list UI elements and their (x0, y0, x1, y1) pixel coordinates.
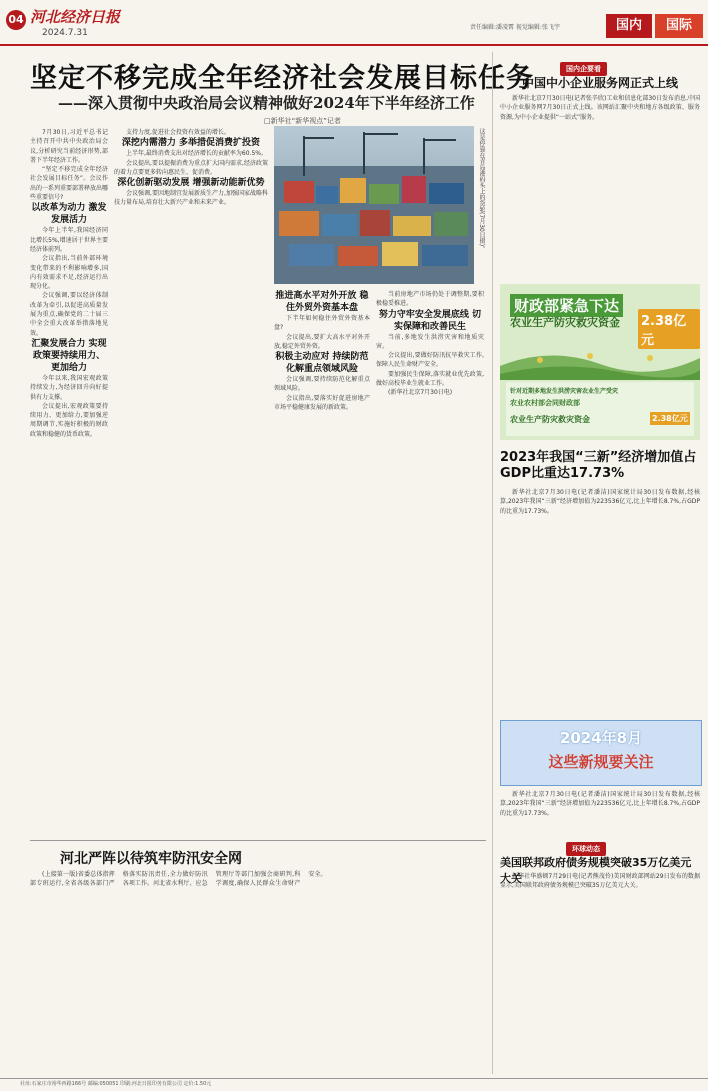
ad-title: 2024年8月 (559, 729, 643, 747)
editors: 责任编辑:潘凌霄 视觉编辑:张飞宇 (470, 24, 560, 31)
lead-column-3 (274, 290, 370, 828)
ad-subtitle: 农业生产防灾救灾资金 (510, 316, 620, 329)
story-body: 新华社华盛顿7月29日电(记者熊茂伶)美国财政部网站29日发布的数据显示,美国联邦政府债务规模已突破35万亿美元大关。 (500, 873, 700, 890)
paragraph: 要加强民生保障,落实就业优先政策,做好高校毕业生就业工作。 (376, 370, 484, 388)
page-footer: 社址:石家庄市裕华西路166号 邮编:050051 印刷:河北日报印务有限公司 定价:1.50元 (0, 1078, 708, 1091)
paragraph: 会议强调,要因地制宜发展新质生产力,加强国家战略科技力量布局,培育壮大新兴产业和未来产业。 (114, 190, 268, 207)
section-domestic: 国内 (606, 14, 652, 38)
port-photo (274, 126, 474, 284)
advert-new-rules (500, 720, 702, 786)
ad-amount: 2.38亿元 (652, 414, 688, 423)
story-title: 2023年我国“三新”经济增加值占GDP比重达17.73% (500, 450, 697, 481)
lead-byline: □新华社“新华视点”记者 (264, 117, 341, 125)
paragraph: 当前房地产市场仍处于调整期,要积极稳妥推进。 (376, 291, 484, 308)
story-body: 新华社北京7月30日电(记者潘洁)国家统计局30日发布数据,经核算,2023年我国“三新”经济增加值为223536亿元,比上年增长8.7%,占GDP的比重为17.73%。 (500, 489, 700, 515)
field-illustration (500, 336, 700, 380)
lead-column-2 (114, 128, 268, 828)
issue-date: 2024.7.31 (42, 28, 88, 38)
advert-disaster-relief (500, 284, 700, 440)
section-heading: 以改革为动力 激发发展活力 (31, 203, 107, 226)
bottom-story-body: (上接第一版)省委总体指挥部专班运行,全省各级各部门严格落实防汛责任,全力做好防汛各项工作。河北省水利厅、应急管理厅等部门加强会商研判,科学调度,确保人民群众生命财产安全。 (30, 871, 327, 888)
rail-tag-world: 环球动态 (566, 836, 606, 856)
paragraph: 今年以来,我国宏观政策持续发力,为经济回升向好提供有力支撑。 (30, 374, 108, 401)
paragraph: 会议提出,要做好防汛抗旱救灾工作,保障人民生命财产安全。 (376, 352, 484, 369)
paragraph: 会议指出,要落实好促进房地产市场平稳健康发展的新政策。 (274, 394, 370, 412)
paragraph: 会议强调,要以经济体制改革为牵引,以促进高质量发展为重点,确保党的二十届三中全会重大改革举措落地见效。 (30, 292, 108, 337)
paragraph: 会议提出,要扩大高水平对外开放,稳定外贸外资。 (274, 333, 370, 350)
paragraph: 当前,多地发生洪涝灾害和地质灾害。 (376, 333, 484, 350)
page-number: 04 (6, 10, 26, 30)
lead-column-4 (376, 290, 484, 828)
ad-subtitle: 这些新规要关注 (548, 753, 654, 771)
page-header (0, 0, 708, 46)
section-heading: 积极主动应对 持续防范化解重点领域风险 (275, 352, 369, 375)
paragraph: 会议强调,要持续防范化解重点领域风险。 (274, 376, 370, 393)
paragraph: 会议提出,宏观政策要持续用力、更加给力,要加强逆周期调节,实施好积极的财政政策和稳健的货币政策。 (30, 402, 108, 438)
section-heading: 努力守牢安全发展底线 切实保障和改善民生 (378, 309, 482, 332)
story-body: 新华社北京7月30日电(记者张辛欣)工业和信息化部30日发布消息,中国中小企业服务网7月30日正式上线。该网站汇聚中央和地方各级政策、服务资源,为中小企业提供“一站式”服务。 (500, 95, 700, 121)
paragraph: 下半年如何稳住外贸外资基本盘? (274, 315, 370, 332)
lead-column-1 (30, 128, 108, 828)
paragraph: 会议提出,要以提振消费为重点扩大国内需求,经济政策的着力点要更多转向惠民生、促消费。 (114, 159, 268, 176)
ad-title: 财政部紧急下达 (510, 294, 623, 317)
ad-note: 农业农村部会同财政部 (510, 399, 580, 407)
section-heading: 汇聚发展合力 实现政策要持续用力、更加给力 (31, 338, 107, 373)
divider (30, 840, 486, 841)
story-title: 美国联邦政府债务规模突破35万亿美元大关 (500, 856, 692, 885)
ad-amount: 2.38亿元 (638, 309, 700, 349)
ad-note: 农业生产防灾救灾资金 (510, 415, 590, 424)
story-body: 新华社北京7月30日电(记者潘洁)国家统计局30日发布数据,经核算,2023年我国“三新”经济增加值为223536亿元,比上年增长8.7%,占GDP的比重为17.73%。 (500, 791, 700, 817)
section-heading: 深挖内需潜力 多举措促消费扩投资 (121, 138, 261, 149)
section-heading: 推进高水平对外开放 稳住外贸外资基本盘 (275, 291, 369, 313)
paragraph: 支持力度,促进社会投资有效益的增长。 (126, 129, 230, 136)
paragraph: 上半年,最终消费支出对经济增长的贡献率为60.5%。 (126, 150, 267, 158)
paragraph: (新华社北京7月30日电) (388, 389, 453, 397)
lead-headline: 坚定不移完成全年经济社会发展目标任务 (30, 63, 534, 94)
photo-caption: 这是停靠在青岛港码头上的货轮(7月30日摄)。 (478, 128, 485, 253)
section-international: 国际 (655, 14, 703, 38)
paragraph: “坚定不移完成全年经济社会发展目标任务”。会议作出的一系列重要部署释放出哪些重要信号? (30, 166, 108, 202)
ad-note: 针对近期多地发生洪涝灾害农业生产受灾 (510, 388, 619, 395)
story-title: 中国中小企业服务网正式上线 (521, 76, 678, 90)
bottom-story-title: 河北严阵以待筑牢防汛安全网 (60, 851, 242, 867)
lead-subheadline: ——深入贯彻中央政治局会议精神做好2024年下半年经济工作 (58, 94, 475, 112)
newspaper-name: 河北经济日报 (30, 8, 121, 26)
paragraph: 会议指出,当前外部环境变化带来的不利影响增多,国内有效需求不足,经济运行出现分化。 (30, 255, 108, 291)
rail-tag-domestic: 国内企要看 (560, 56, 607, 76)
paragraph: 7月30日,习近平总书记主持召开中共中央政治局会议,分析研究当前经济形势,部署下半年经济工作。 (30, 129, 108, 164)
paragraph: 今年上半年,我国经济同比增长5%,增速居于世界主要经济体前列。 (30, 227, 108, 253)
section-heading: 深化创新驱动发展 增强新动能新优势 (117, 178, 265, 189)
